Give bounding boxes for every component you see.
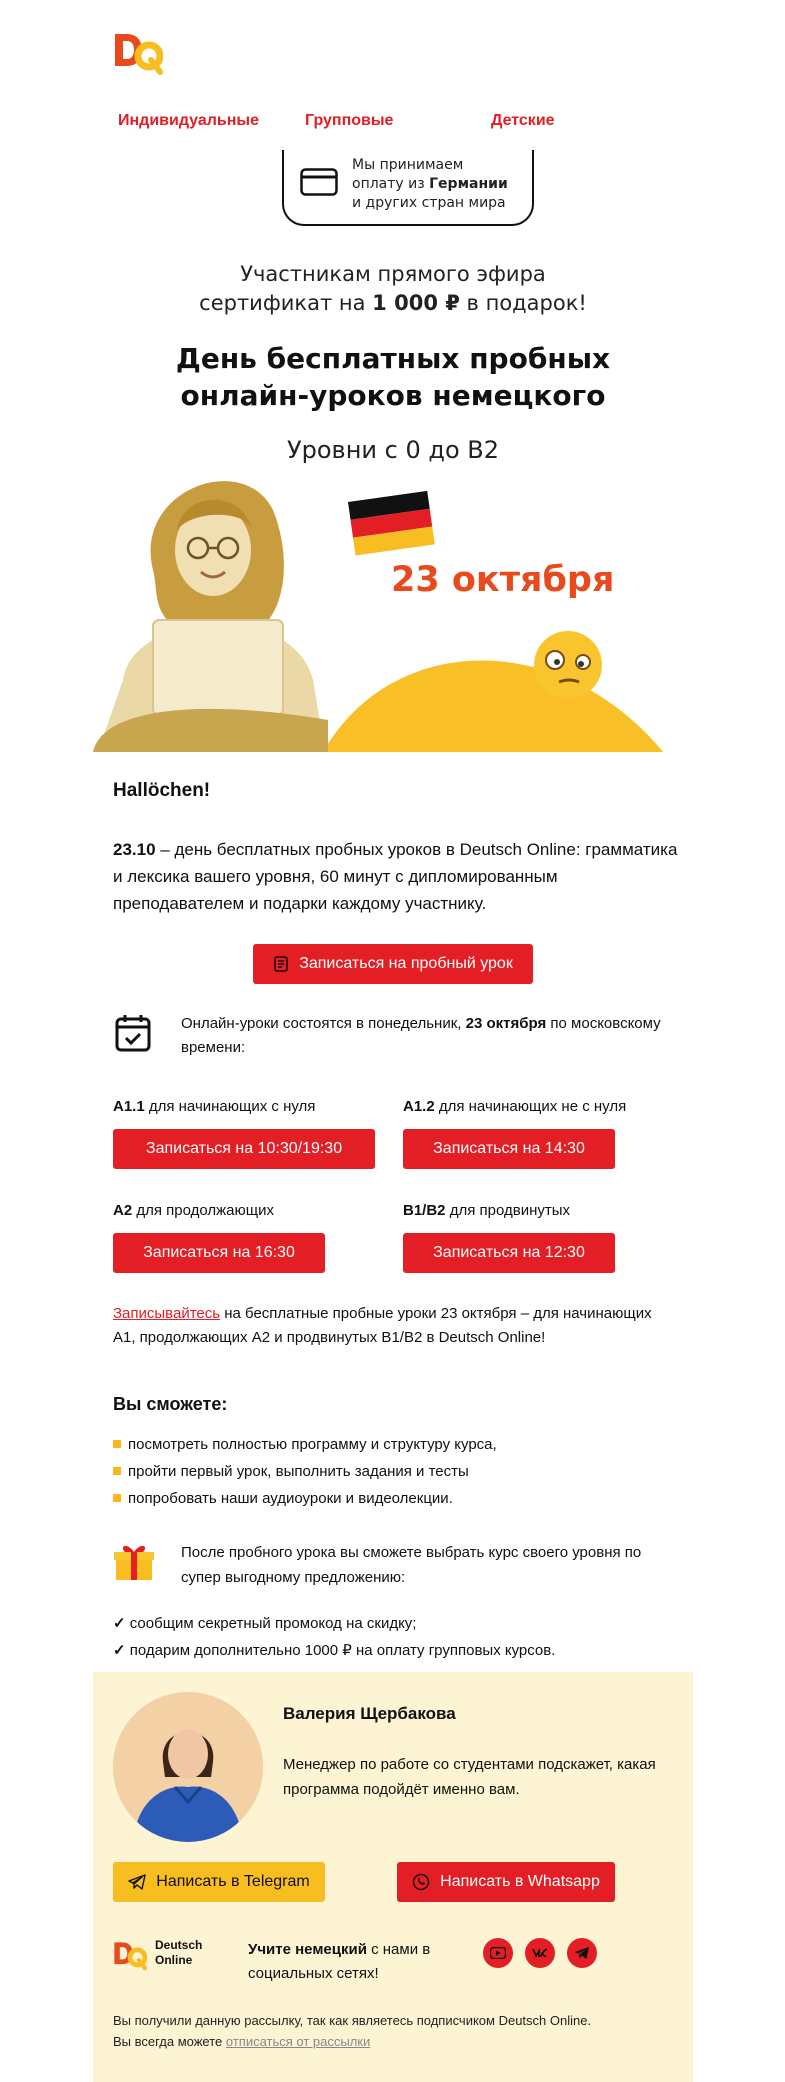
payment-text: Мы принимаем оплату из Германии и других стран мира [352, 157, 508, 211]
whatsapp-button[interactable] [397, 1862, 615, 1902]
credit-card-icon [300, 168, 338, 196]
footer-logo-icon [113, 1938, 147, 1974]
signup-a1-1-button[interactable]: Записаться на 10:30/19:30 [113, 1129, 375, 1169]
unsubscribe-link[interactable]: отписаться от рассылки [225, 2034, 371, 2049]
signup-a2-button[interactable]: Записаться на 16:30 [113, 1233, 325, 1273]
footer-disclaimer: Вы получили данную рассылку, так как являетесь подписчиком Deutsch Online. Вы всегда можете отписаться от рассылки [113, 2013, 592, 2049]
telegram-plane-icon [128, 1874, 146, 1890]
promo-text: Участникам прямого эфира сертификат на 1 000 ₽ в подарок! [199, 262, 587, 315]
bullet-icon [113, 1494, 121, 1502]
calendar-icon [115, 1014, 151, 1052]
hero-levels: Уровни с 0 до B2 [287, 436, 499, 464]
offer-item: ✓ сообщим секретный промокод на скидку; [113, 1615, 417, 1632]
nav-group-link[interactable]: Групповые [305, 112, 394, 129]
manager-name: Валерия Щербакова [283, 1704, 456, 1723]
benefit-item: попробовать наши аудиоуроки и видеолекции. [113, 1490, 453, 1507]
offer-item: ✓ подарим дополнительно 1000 ₽ на оплату групповых курсов. [113, 1642, 556, 1659]
telegram-icon[interactable] [567, 1938, 597, 1968]
footer-logo[interactable]: Deutsch Online [113, 1936, 213, 1976]
level-a1-2-label: A1.2 для начинающих не с нуля [403, 1098, 627, 1115]
emoji-icon [534, 631, 602, 699]
social-text: Учите немецкий с нами в социальных сетях! [248, 1941, 431, 1982]
payment-info-box [282, 150, 534, 226]
schedule-text: Онлайн-уроки состоятся в понедельник, 23 октября по московскому времени: [181, 1015, 661, 1056]
intro-text: 23.10 – день бесплатных пробных уроков в Deutsch Online: грамматика и лексика вашего уровня, 60 минут с дипломированным преподавателем и подарки каждому участнику. [113, 840, 678, 913]
telegram-button-label: Написать в Telegram [156, 1873, 310, 1890]
signup-trial-button-label: Записаться на пробный урок [299, 955, 513, 972]
telegram-button[interactable] [113, 1862, 325, 1902]
student-photo [93, 481, 328, 752]
whatsapp-button-label: Написать в Whatsapp [440, 1873, 600, 1890]
manager-avatar [113, 1692, 263, 1842]
benefit-item: пройти первый урок, выполнить задания и тесты [113, 1463, 469, 1480]
signup-b1-b2-button[interactable]: Записаться на 12:30 [403, 1233, 615, 1273]
logo-icon[interactable] [113, 30, 163, 78]
youtube-icon[interactable] [483, 1938, 513, 1968]
level-b1-b2-label: B1/B2 для продвинутых [403, 1202, 571, 1219]
manager-description: Менеджер по работе со студентами подскажет, какая программа подойдёт именно вам. [283, 1756, 656, 1798]
vk-icon[interactable] [525, 1938, 555, 1968]
signup-note: Записывайтесь на бесплатные пробные уроки 23 октября – для начинающих A1, продолжающих A2 и продвинутых B1/B2 в Deutsch Online! [113, 1305, 652, 1346]
check-icon: ✓ [113, 1642, 126, 1659]
greeting: Hallöchen! [113, 780, 211, 801]
email-container [93, 0, 693, 2082]
whatsapp-icon [412, 1873, 430, 1891]
benefit-item: посмотреть полностью программу и структуру курса, [113, 1436, 497, 1453]
bullet-icon [113, 1467, 121, 1475]
bullet-icon [113, 1440, 121, 1448]
nav-individual-link[interactable]: Индивидуальные [118, 112, 259, 129]
manager-panel [93, 1672, 693, 2082]
signup-a1-2-button[interactable]: Записаться на 14:30 [403, 1129, 615, 1169]
form-icon [273, 956, 289, 972]
level-a2-label: A2 для продолжающих [113, 1202, 274, 1219]
german-flag-icon [348, 491, 435, 556]
signup-note-link[interactable]: Записывайтесь [113, 1305, 221, 1322]
top-nav [93, 112, 693, 138]
level-a1-1-label: A1.1 для начинающих с нуля [113, 1098, 316, 1115]
hero-date: 23 октября [391, 560, 615, 600]
hero-illustration [93, 450, 693, 752]
check-icon: ✓ [113, 1615, 126, 1632]
signup-trial-button[interactable] [253, 944, 533, 984]
nav-kids-link[interactable]: Детские [491, 112, 555, 129]
gift-icon [113, 1542, 155, 1582]
benefits-title: Вы сможете: [113, 1394, 228, 1414]
hero-title: День бесплатных пробных онлайн-уроков немецкого [175, 342, 611, 412]
after-trial-text: После пробного урока вы сможете выбрать курс своего уровня по супер выгодному предложению: [181, 1544, 642, 1586]
